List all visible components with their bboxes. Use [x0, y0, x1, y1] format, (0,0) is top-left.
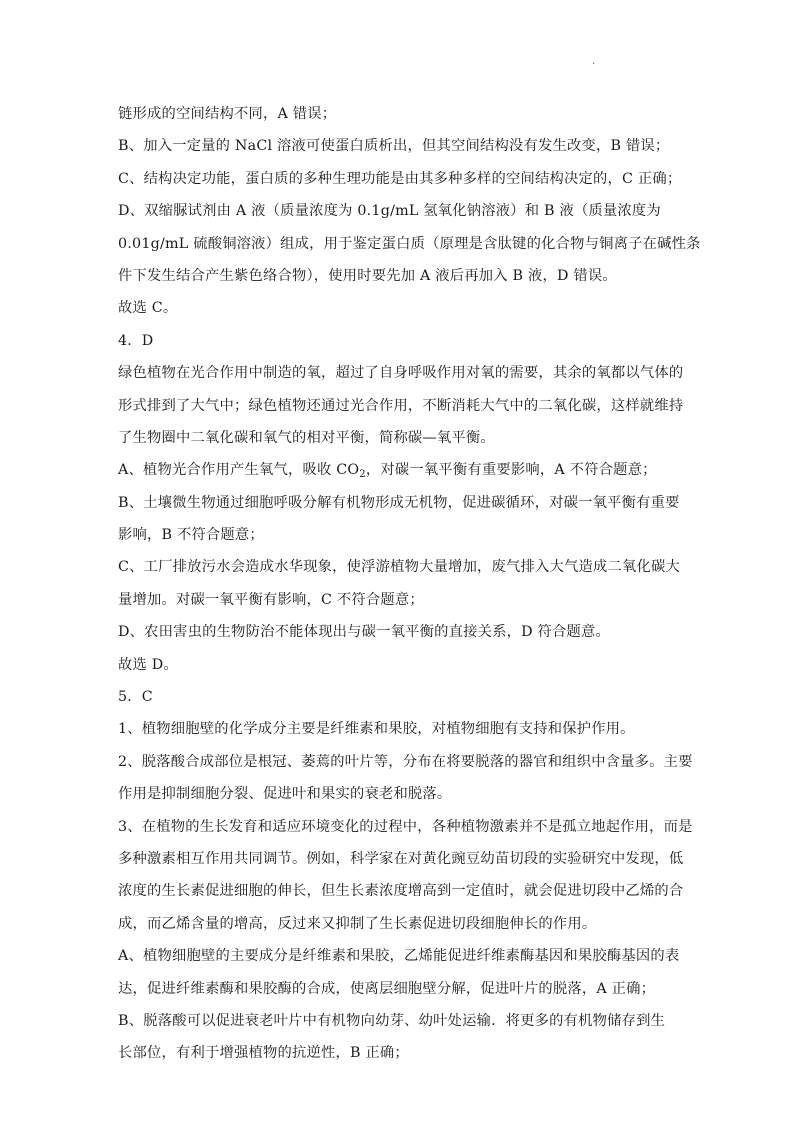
text-line: 故选 D。 — [118, 656, 178, 673]
text-line: 件下发生结合产生紫色络合物），使用时要先加 A 液后再加入 B 液，D 错误。 — [118, 267, 617, 284]
text-segment: ，对碳一氧平衡有重要影响，A 不符合题意； — [365, 462, 657, 479]
answer-explanation-text — [118, 98, 701, 1070]
text-line: D、农田害虫的生物防治不能体现出与碳一氧平衡的直接关系，D 符合题意。 — [118, 624, 610, 641]
text-line: C、结构决定功能，蛋白质的多种生理功能是由其多种多样的空间结构决定的，C 正确； — [118, 170, 682, 187]
text-line-co2 — [118, 454, 690, 486]
text-line: 故选 C。 — [118, 300, 178, 317]
text-line: C、工厂排放污水会造成水华现象，使浮游植物大量增加，废气排入大气造成二氧化碳大 — [118, 559, 681, 576]
text-line: B、脱落酸可以促进衰老叶片中有机物向幼芽、幼叶处运输．将更多的有机物储存到生 — [118, 1012, 666, 1029]
text-line: 量增加。对碳一氧平衡有影响，C 不符合题意； — [118, 591, 424, 608]
text-line: 了生物圈中二氧化碳和氧气的相对平衡，简称碳—氧平衡。 — [118, 429, 495, 446]
text-segment: A、植物光合作用产生氧气，吸收 CO — [118, 462, 360, 479]
text-line: 多种激素相互作用共同调节。例如，科学家在对黄化豌豆幼苗切段的实验研究中发现，低 — [118, 850, 684, 867]
text-line: 影响，B 不符合题意； — [118, 527, 264, 544]
text-line: 1、植物细胞壁的化学成分主要是纤维素和果胶，对植物细胞有支持和保护作用。 — [118, 721, 635, 738]
text-line: B、土壤微生物通过细胞呼吸分解有机物形成无机物，促进碳循环，对碳一氧平衡有重要 — [118, 494, 680, 511]
text-line: 达，促进纤维素酶和果胶酶的合成，使离层细胞壁分解，促进叶片的脱落，A 正确； — [118, 980, 656, 997]
corner-mark: . — [592, 56, 596, 67]
text-line: 长部位，有利于增强植物的抗逆性，B 正确； — [118, 1045, 409, 1062]
subscript: 2 — [359, 469, 366, 481]
text-line: 2、脱落酸合成部位是根冠、萎蔫的叶片等，分布在将要脱落的器官和组织中含量多。主要 — [118, 753, 693, 770]
text-line: 浓度的生长素促进细胞的伸长，但生长素浓度增高到一定值时，就会促进切段中乙烯的合 — [118, 883, 684, 900]
text-line: B、加入一定量的 NaCl 溶液可使蛋白质析出，但其空间结构没有发生改变，B 错误； — [118, 138, 670, 155]
text-line: 3、在植物的生长发育和适应环境变化的过程中，各种植物激素并不是孤立地起作用，而是 — [118, 818, 693, 835]
question-number: 4．D — [118, 332, 154, 349]
text-line: 绿色植物在光合作用中制造的氧，超过了自身呼吸作用对氧的需要，其余的氧都以气体的 — [118, 365, 684, 382]
text-line: 作用是抑制细胞分裂、促进叶和果实的衰老和脱落。 — [118, 786, 452, 803]
text-line: A、植物细胞壁的主要成分是纤维素和果胶，乙烯能促进纤维素酶基因和果胶酶基因的表 — [118, 948, 680, 965]
text-line: 形式排到了大气中；绿色植物还通过光合作用，不断消耗大气中的二氧化碳，这样就维持 — [118, 397, 684, 414]
text-line: D、双缩脲试剂由 A 液（质量浓度为 0.1g/mL 氢氧化钠溶液）和 B 液（质量浓度为 — [118, 203, 661, 220]
text-line: 链形成的空间结构不同，A 错误； — [118, 106, 337, 122]
text-line: 成，而乙烯含量的增高，反过来又抑制了生长素促进切段细胞伸长的作用。 — [118, 915, 597, 932]
text-line: 0.01g/mL 硫酸铜溶液）组成，用于鉴定蛋白质（原理是含肽键的化合物与铜离子在碱性条 — [118, 235, 701, 252]
question-number: 5．C — [118, 689, 153, 706]
